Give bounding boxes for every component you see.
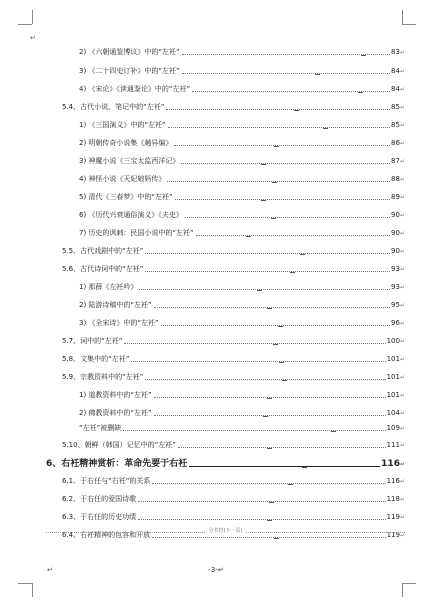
toc-page-number: 84 [391,67,400,75]
toc-leader-dots [182,54,390,55]
paragraph-mark: ↵ [399,461,405,468]
paragraph-mark: ↵ [399,514,405,521]
paragraph-mark: ↵ [399,140,405,147]
toc-entry-title: 1) 《三国演义》中的“左衽” [79,121,166,129]
toc-page-number: 101 [386,355,400,363]
toc-leader-dots [166,109,390,110]
paragraph-mark: ↵ [399,442,405,449]
toc-leader-dots [145,379,385,380]
toc-entry-title: “左衽”被删缺 [79,424,122,432]
toc-entry[interactable] [62,472,405,486]
toc-page-number: 104 [386,409,400,417]
paragraph-mark: ↵ [399,230,405,237]
toc-entry-title: 6.2、于右任的爱国诗歌 [62,495,137,503]
toc-entry-title: 1) 那薛《左衽吟》 [79,283,138,291]
toc-page-number: 118 [386,495,400,503]
paragraph-mark: ↵ [399,410,405,417]
paragraph-mark: ↵ [399,496,405,503]
toc-entry[interactable] [79,116,405,130]
toc-page-number: 90 [391,247,400,255]
toc-entry-title: 5.5、古代戏剧中的“左衽” [62,247,144,255]
toc-page-number: 116 [381,459,400,469]
toc-leader-dots [168,127,390,128]
toc-leader-dots [181,163,390,164]
toc-leader-dots [175,199,390,200]
toc-page-number: 84 [391,85,400,93]
toc-leader-dots [145,253,390,254]
toc-entry[interactable] [79,152,405,166]
toc-page-number: 83 [391,48,400,56]
toc-entry-title: 5) 清代《三春梦》中的“左衽” [79,193,173,201]
toc-leader-dots [138,519,385,520]
section-break-label: 分节符(下一页) [206,528,246,534]
page-number [196,566,236,574]
toc-leader-dots [192,91,390,92]
toc-page-number: 96 [391,319,400,327]
paragraph-mark: ↵ [399,374,405,381]
paragraph-mark: ↵ [399,392,405,399]
toc-page-number: 93 [391,265,400,273]
toc-entry-title: 6.3、于右任的历史功绩 [62,513,137,521]
toc-page-number: 119 [386,531,400,539]
toc-entry-title: 3) 《二十四史订补》中的“左衽” [79,67,180,75]
toc-page-number: 90 [391,211,400,219]
toc-entry-title: 2) 明朝传奇小说集《趟异编》 [79,139,173,147]
toc-entry[interactable] [62,350,405,364]
paragraph-mark: ↵ [399,338,405,345]
toc-entry-title: 1) 道教资料中的“左衽” [79,391,152,399]
toc-leader-dots [138,501,385,502]
paragraph-mark: ↵ [399,266,405,273]
paragraph-mark: ↵ [399,356,405,363]
paragraph-mark: ↵ [399,248,405,255]
toc-leader-dots [167,181,390,182]
toc-page-number: 89 [391,193,400,201]
toc-entry[interactable] [79,170,405,184]
toc-leader-dots [174,145,390,146]
toc-leader-dots [189,466,380,467]
toc-entry-title: 2) 《六朝通鉴博议》中的“左衽” [79,48,180,56]
toc-entry-title: 2) 佛教资料中的“左衽” [79,409,152,417]
toc-page-number: 88 [391,175,400,183]
toc-entry[interactable] [62,490,405,504]
toc-leader-dots [154,307,390,308]
toc-entry[interactable] [62,508,405,522]
paragraph-mark: ↵ [399,68,405,75]
toc-entry[interactable] [79,419,405,433]
toc-page-number: 109 [386,424,400,432]
toc-entry[interactable] [79,404,405,418]
toc-leader-dots [139,289,390,290]
toc-entry[interactable] [79,224,405,238]
toc-leader-dots [154,397,386,398]
toc-leader-dots [161,325,390,326]
toc-entry[interactable] [79,62,405,76]
toc-page-number: 119 [386,513,400,521]
toc-page-number: 87 [391,157,400,165]
toc-page-number: 85 [391,103,400,111]
paragraph-mark: ↵ [399,104,405,111]
toc-page-number: 90 [391,229,400,237]
toc-entry-title: 3) 《全宋诗》中的“左衽” [79,319,159,327]
toc-chapter-entry[interactable] [46,455,405,469]
toc-entry-title: 7) 历史的讽刺：民国小说中的“左衽” [79,229,194,237]
toc-page-number: 100 [386,337,400,345]
section-break [46,527,405,537]
toc-leader-dots [182,73,390,74]
paragraph-mark: ↵ [399,532,405,539]
toc-entry-title: 4) 神怪小说《天妃娘妈传》 [79,175,166,183]
toc-entry-title: 6) 《历代兴衰通俗演义》《夫史》 [79,211,183,219]
toc-page-number: 93 [391,283,400,291]
paragraph-mark: ↵ [217,566,224,574]
toc-entry[interactable] [62,368,405,382]
toc-entry[interactable] [79,278,405,292]
toc-entry[interactable] [79,134,405,148]
toc-leader-dots [196,235,390,236]
toc-entry-title: 2) 陆游诗稿中的“左衽” [79,301,152,309]
toc-entry-title: 6、右衽精神赏析：革命先要于右衽 [46,459,188,469]
toc-entry-title: 5.7、词中的“左衽” [62,337,123,345]
paragraph-mark: ↵ [399,284,405,291]
paragraph-mark: ↵ [399,302,405,309]
toc-entry-title: 6.4、右衽精神的包容和开放 [62,531,151,539]
paragraph-mark: ↵ [399,158,405,165]
toc-entry-title: 3) 神魔小说《三宝太监西洋记》 [79,157,180,165]
toc-entry[interactable] [79,43,405,57]
toc-entry-title: 6.1、于右任与“右衽”的关系 [62,477,151,485]
paragraph-mark: ↵ [399,320,405,327]
toc-entry[interactable] [79,314,405,328]
paragraph-mark: ↵ [399,194,405,201]
paragraph-mark: ↵ [399,122,405,129]
toc-leader-dots [185,217,390,218]
toc-entry-title: 5.6、古代诗词中的“左衽” [62,265,144,273]
paragraph-mark: ↵ [399,176,405,183]
toc-leader-dots [123,430,385,431]
paragraph-mark: ↵ [47,566,53,574]
toc-entry[interactable] [79,188,405,202]
toc-leader-dots [124,343,385,344]
paragraph-mark: ↵ [399,49,405,56]
toc-page-number: 111 [386,441,400,449]
toc-entry[interactable] [62,332,405,346]
toc-leader-dots [131,361,385,362]
toc-entry[interactable] [79,296,405,310]
paragraph-mark: ↵ [399,425,405,432]
toc-entry[interactable] [79,386,405,400]
toc-entry-title: 5.9、宗教资料中的“左衽” [62,373,144,381]
toc-page-number: 101 [386,391,400,399]
toc-entry-title: 5.10、朝鲜（韩国）记忆中的“左衽” [62,441,176,449]
paragraph-mark: ↵ [399,478,405,485]
toc-leader-dots [152,483,385,484]
paragraph-mark: ↵ [399,86,405,93]
toc-page-number: 101 [386,373,400,381]
toc-leader-dots [152,537,385,538]
toc-entry[interactable] [79,206,405,220]
toc-leader-dots [178,447,386,448]
toc-entry[interactable] [62,242,405,256]
toc-entry-title: 4) 《宋论》《读通鉴论》中的“左衽” [79,85,191,93]
toc-page-number: 95 [391,301,400,309]
toc-entry[interactable] [62,260,405,274]
paragraph-mark: ↵ [30,34,36,42]
toc-entry-title: 5.4、古代小说、笔记中的“左衽” [62,103,165,111]
toc-page-number: 116 [386,477,400,485]
toc-entry[interactable] [62,436,405,450]
page-number-text: -3- [208,566,218,574]
toc-page-number: 86 [391,139,400,147]
toc-entry[interactable] [62,98,405,112]
paragraph-mark: ↵ [399,212,405,219]
toc-leader-dots [145,271,390,272]
toc-entry[interactable] [79,80,405,94]
toc-leader-dots [154,415,386,416]
toc-page-number: 85 [391,121,400,129]
toc-entry-title: 5.8、文集中的“左衽” [62,355,130,363]
